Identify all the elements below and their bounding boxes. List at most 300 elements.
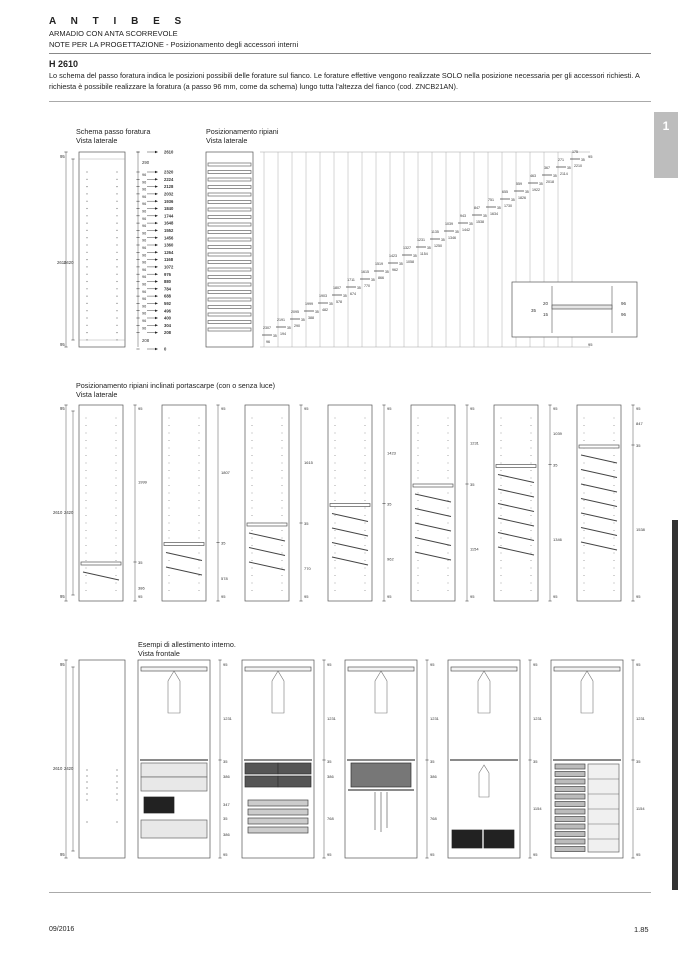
- examples-top-label: 95: [60, 662, 65, 667]
- hole-arrow: [155, 331, 158, 333]
- ripiani-thickness-label: 35: [441, 238, 445, 242]
- hole-dot: [252, 575, 253, 576]
- hole-arrow: [155, 185, 158, 187]
- ripiani-thickness-label: 35: [497, 206, 501, 210]
- tray: [248, 827, 308, 833]
- hole-dot: [86, 252, 87, 253]
- ripiani-lower-label: 1922: [532, 188, 540, 192]
- hole-height-label: 208: [164, 330, 171, 336]
- hole-dot: [282, 560, 283, 561]
- hole-dot: [282, 538, 283, 539]
- ripiani-thickness-label: 35: [371, 278, 375, 282]
- hole-dot: [86, 448, 87, 449]
- hole-dot: [169, 433, 170, 434]
- inclined-shoe-shelf: [581, 470, 617, 478]
- hole-dot: [199, 515, 200, 516]
- ripiani-lower-label: 1058: [406, 260, 414, 264]
- hole-dot: [501, 485, 502, 486]
- hole-arrow: [155, 222, 158, 224]
- inclined-shoe-shelf: [498, 475, 534, 483]
- shoe-shelf: [555, 764, 585, 769]
- hole-dot: [365, 478, 366, 479]
- hole-dot: [335, 523, 336, 524]
- hole-dot: [116, 237, 117, 238]
- hole-dot: [418, 478, 419, 479]
- hole-dot: [418, 545, 419, 546]
- hole-dot: [86, 799, 87, 800]
- fixed-shelf: [330, 504, 370, 507]
- hole-dot: [282, 530, 283, 531]
- shelf-profile: [208, 291, 251, 294]
- hole-dot: [584, 500, 585, 501]
- example-dim-a: 1231: [533, 716, 542, 721]
- hole-step-label: 96: [142, 187, 147, 192]
- shoe-shelf: [555, 802, 585, 807]
- hole-dot: [86, 303, 87, 304]
- ripiani-thickness-label: 35: [539, 182, 543, 186]
- hole-dot: [282, 440, 283, 441]
- schema-title: Schema passo foratura: [76, 127, 151, 136]
- hole-dot: [282, 508, 283, 509]
- hole-dot: [116, 523, 117, 524]
- drawer: [245, 763, 278, 774]
- inclined-panel: [79, 405, 123, 601]
- ripiani-lower-label: 388: [308, 316, 314, 320]
- hole-dot: [531, 485, 532, 486]
- example-dim-c: 1154: [533, 806, 542, 811]
- hole-dot: [86, 332, 87, 333]
- hole-dot: [418, 433, 419, 434]
- hole-dot: [86, 545, 87, 546]
- hole-dot: [86, 485, 87, 486]
- hole-dot: [116, 538, 117, 539]
- hole-dot: [448, 440, 449, 441]
- inclined-upper-label: 1039: [553, 430, 562, 436]
- ripiani-thickness-label: 35: [483, 214, 487, 218]
- shelf-profile: [208, 246, 251, 249]
- hole-dot: [418, 448, 419, 449]
- hole-dot: [86, 193, 87, 194]
- hole-dot: [335, 590, 336, 591]
- hole-dot: [584, 553, 585, 554]
- hole-dot: [365, 455, 366, 456]
- hole-dot: [282, 478, 283, 479]
- hole-dot: [614, 500, 615, 501]
- hole-arrow: [155, 288, 158, 290]
- hole-dot: [86, 500, 87, 501]
- hole-dot: [199, 523, 200, 524]
- inclined-shoe-shelf: [332, 514, 368, 522]
- hole-dot: [199, 433, 200, 434]
- hole-dot: [169, 440, 170, 441]
- shoe-shelf: [555, 787, 585, 792]
- hole-dot: [501, 418, 502, 419]
- hole-dot: [116, 493, 117, 494]
- hole-dot: [116, 266, 117, 267]
- hole-dot: [116, 485, 117, 486]
- ripiani-upper-label: 367: [544, 166, 550, 170]
- hole-dot: [252, 560, 253, 561]
- hole-dot: [116, 515, 117, 516]
- hole-dot: [531, 508, 532, 509]
- example-bottom-label: 95: [533, 852, 538, 857]
- hole-dot: [86, 425, 87, 426]
- ripiani-thickness-label: 35: [329, 302, 333, 306]
- hole-dot: [169, 485, 170, 486]
- example-top-label: 95: [636, 662, 641, 667]
- footer-rule: [49, 892, 651, 893]
- section-tab[interactable]: 1: [654, 112, 678, 178]
- hole-dot: [86, 223, 87, 224]
- hole-dot: [116, 775, 117, 776]
- hole-dot: [86, 793, 87, 794]
- hole-step-label: 96: [142, 297, 147, 302]
- hole-dot: [418, 500, 419, 501]
- hole-dot: [116, 215, 117, 216]
- hole-dot: [614, 560, 615, 561]
- inclined-upper-label: 1423: [387, 450, 396, 456]
- hole-arrow: [155, 295, 158, 297]
- hole-arrow: [155, 266, 158, 268]
- hole-dot: [116, 583, 117, 584]
- hole-dot: [116, 769, 117, 770]
- ripiani-upper-label: 1039: [445, 222, 453, 226]
- hole-dot: [448, 553, 449, 554]
- shelf-profile: [208, 208, 251, 211]
- hole-dot: [365, 568, 366, 569]
- hole-arrow: [155, 193, 158, 195]
- hole-dot: [116, 325, 117, 326]
- ripiani-upper-label: 751: [488, 198, 494, 202]
- hole-dot: [282, 553, 283, 554]
- hole-arrow: [155, 207, 158, 209]
- shelf-profile: [208, 253, 251, 256]
- inclined-shoe-shelf: [249, 533, 285, 541]
- examples-overall-label: 2610: [53, 766, 63, 771]
- hole-step-label: 96: [142, 216, 147, 221]
- hole-dot: [86, 538, 87, 539]
- tray: [248, 800, 308, 806]
- inclined-shoe-shelf: [581, 513, 617, 521]
- hanging-rail: [245, 667, 311, 671]
- ripiani-thickness-label: 35: [287, 326, 291, 330]
- hole-dot: [614, 545, 615, 546]
- hole-step-label: 96: [142, 202, 147, 207]
- hole-arrow: [155, 273, 158, 275]
- hole-dot: [282, 433, 283, 434]
- hole-dot: [282, 470, 283, 471]
- hole-step-label: 96: [142, 224, 147, 229]
- hole-dot: [252, 433, 253, 434]
- hole-height-label: 1648: [164, 220, 174, 226]
- inclined-shoe-shelf: [332, 543, 368, 551]
- hole-dot: [365, 575, 366, 576]
- hole-dot: [169, 590, 170, 591]
- intro-paragraph: Lo schema del passo foratura indica le posizioni possibili delle forature sul fianco. Le forature effettive vengono realizzate SOLO nella posizione necessaria per gli accessori richiesti. A richiesta è possibile realizzare la foratura (a passo 96 mm, come da schema) lungo tutta l'altezza del fianco (cod. ZNCB21AN).: [49, 71, 640, 91]
- hole-dot: [418, 455, 419, 456]
- hole-dot: [116, 553, 117, 554]
- inclined-shoe-shelf: [415, 509, 451, 517]
- schema-first-gap: 290: [142, 160, 150, 165]
- ripiani-view: Vista laterale: [206, 136, 248, 145]
- ripiani-bottom-label: 95: [588, 342, 593, 347]
- hanging-rail: [141, 667, 207, 671]
- hole-dot: [86, 568, 87, 569]
- hole-dot: [614, 530, 615, 531]
- drawer: [141, 820, 207, 838]
- hole-height-label: 688: [164, 293, 171, 299]
- hole-dot: [86, 237, 87, 238]
- hole-dot: [448, 433, 449, 434]
- example-dim-d: 768: [327, 816, 334, 821]
- inclined-shoe-shelf: [581, 455, 617, 463]
- hole-dot: [86, 583, 87, 584]
- example-dim-d: 347: [223, 802, 230, 807]
- hole-dot: [501, 455, 502, 456]
- drawer: [278, 776, 311, 787]
- hole-dot: [584, 583, 585, 584]
- ripiani-thickness-label: 35: [399, 262, 403, 266]
- hole-dot: [448, 583, 449, 584]
- hole-dot: [116, 317, 117, 318]
- hole-dot: [199, 440, 200, 441]
- hole-dot: [86, 470, 87, 471]
- ripiani-upper-label: 1135: [431, 230, 439, 234]
- hole-dot: [501, 500, 502, 501]
- hole-dot: [531, 538, 532, 539]
- hole-step-label: 96: [142, 289, 147, 294]
- hole-arrow: [155, 215, 158, 217]
- hole-dot: [86, 259, 87, 260]
- hole-dot: [448, 448, 449, 449]
- hole-dot: [116, 193, 117, 194]
- inclined-view: Vista laterale: [76, 390, 118, 399]
- hole-dot: [614, 455, 615, 456]
- hole-step-label: 96: [142, 231, 147, 236]
- hole-dot: [199, 418, 200, 419]
- hole-dot: [365, 485, 366, 486]
- hole-dot: [282, 448, 283, 449]
- example-frame: [448, 660, 520, 858]
- inclined-panel-top: 95: [553, 406, 558, 411]
- hole-dot: [614, 433, 615, 434]
- hole-dot: [531, 478, 532, 479]
- hanging-rail: [554, 667, 620, 671]
- hole-dot: [199, 478, 200, 479]
- hole-step-label: 96: [142, 282, 147, 287]
- example-top-label: 95: [430, 662, 435, 667]
- hole-height-label: 1360: [164, 242, 174, 248]
- inclined-shoe-shelf: [83, 572, 119, 580]
- hole-dot: [116, 793, 117, 794]
- hole-dot: [86, 244, 87, 245]
- inclined-bottom-label: 95: [60, 594, 65, 599]
- hanging-rail: [451, 667, 517, 671]
- shoe-shelf: [555, 839, 585, 844]
- hole-dot: [418, 568, 419, 569]
- hole-dot: [531, 560, 532, 561]
- examples-view: Vista frontale: [138, 649, 180, 658]
- hole-dot: [199, 485, 200, 486]
- hole-dot: [116, 575, 117, 576]
- hole-dot: [531, 568, 532, 569]
- hole-dot: [584, 425, 585, 426]
- hole-dot: [86, 215, 87, 216]
- hole-dot: [531, 493, 532, 494]
- ripiani-lower-label: 2018: [546, 180, 554, 184]
- hole-dot: [86, 787, 87, 788]
- hole-height-label: 592: [164, 301, 171, 306]
- storage-box: [484, 830, 514, 848]
- inclined-thickness-label: 35: [387, 501, 392, 507]
- hole-dot: [116, 448, 117, 449]
- hole-dot: [169, 448, 170, 449]
- hole-dot: [584, 508, 585, 509]
- hole-dot: [531, 583, 532, 584]
- ripiani-thickness-label: 35: [413, 254, 417, 258]
- hole-dot: [116, 244, 117, 245]
- inclined-shoe-shelf: [581, 528, 617, 536]
- hole-dot: [335, 478, 336, 479]
- hole-dot: [335, 515, 336, 516]
- hole-dot: [116, 590, 117, 591]
- hole-dot: [365, 425, 366, 426]
- ripiani-lower-label: 1346: [448, 236, 456, 240]
- hole-dot: [335, 545, 336, 546]
- hole-dot: [86, 418, 87, 419]
- hole-dot: [584, 523, 585, 524]
- hole-arrow: [155, 244, 158, 246]
- hole-dot: [86, 515, 87, 516]
- hole-height-label: 784: [164, 286, 171, 292]
- hole-step-label: 96: [142, 311, 147, 316]
- hole-arrow: [155, 280, 158, 282]
- hole-dot: [282, 418, 283, 419]
- inclined-lower-label: 1346: [553, 536, 562, 542]
- hole-dot: [199, 470, 200, 471]
- fixed-shelf: [164, 543, 204, 546]
- inclined-panel-top: 95: [636, 406, 641, 411]
- hole-dot: [365, 418, 366, 419]
- hole-dot: [614, 425, 615, 426]
- storage-box: [144, 797, 174, 813]
- fixed-shelf: [413, 484, 453, 487]
- hole-dot: [501, 590, 502, 591]
- inclined-upper-label: 1807: [221, 469, 230, 475]
- inclined-shoe-shelf: [581, 499, 617, 507]
- hole-dot: [282, 575, 283, 576]
- hole-dot: [448, 455, 449, 456]
- hole-dot: [169, 463, 170, 464]
- hole-dot: [501, 440, 502, 441]
- hole-dot: [86, 208, 87, 209]
- hole-arrow: [155, 317, 158, 319]
- hole-dot: [501, 568, 502, 569]
- detail-96b-label: 96: [621, 312, 627, 317]
- inclined-panel-bottom: 95: [304, 594, 309, 599]
- example-dim-e: 35: [223, 816, 228, 821]
- hole-arrow: [155, 324, 158, 326]
- page-number: 1.85: [634, 925, 649, 934]
- hole-height-label: 1744: [164, 213, 174, 219]
- inclined-shoe-shelf: [415, 538, 451, 546]
- hole-dot: [86, 230, 87, 231]
- hole-height-label: 1264: [164, 249, 174, 255]
- hole-dot: [116, 186, 117, 187]
- shelf-profile: [208, 276, 251, 279]
- hole-dot: [199, 500, 200, 501]
- hole-height-label: 304: [164, 322, 171, 328]
- ripiani-upper-label: 943: [460, 214, 466, 218]
- hole-dot: [365, 538, 366, 539]
- inclined-panel-top: 95: [470, 406, 475, 411]
- ripiani-upper-label: 2095: [291, 310, 299, 314]
- ripiani-thickness-label: 35: [469, 222, 473, 226]
- shelf-profile: [208, 321, 251, 324]
- hole-height-label: 2032: [164, 191, 174, 197]
- inclined-lower-label: 1538: [636, 527, 645, 532]
- hole-height-label: 2224: [164, 176, 174, 182]
- hole-dot: [116, 433, 117, 434]
- hole-dot: [614, 583, 615, 584]
- shoe-shelf: [555, 779, 585, 784]
- hole-dot: [614, 553, 615, 554]
- fixed-shelf: [579, 445, 619, 448]
- examples-inner-label: 2420: [64, 766, 74, 771]
- shelf-profile: [208, 306, 251, 309]
- design-note: NOTE PER LA PROGETTAZIONE - Posizionamento degli accessori interni: [49, 40, 299, 49]
- hanging-garment: [581, 671, 593, 713]
- ripiani-lower-label: 96: [266, 340, 270, 344]
- example-dim-b: 35: [636, 759, 641, 764]
- hole-height-label: 976: [164, 271, 171, 277]
- hole-dot: [252, 455, 253, 456]
- hole-dot: [448, 538, 449, 539]
- hole-dot: [335, 448, 336, 449]
- hole-dot: [614, 508, 615, 509]
- hole-dot: [116, 310, 117, 311]
- example-dim-f: 386: [223, 832, 230, 837]
- inclined-shoe-shelf: [249, 562, 285, 570]
- inclined-lower-label: 386: [138, 585, 145, 591]
- example-dim-c: 386: [430, 774, 437, 779]
- hole-dot: [584, 493, 585, 494]
- inclined-panel: [411, 405, 455, 601]
- hole-dot: [531, 515, 532, 516]
- hole-dot: [169, 425, 170, 426]
- ripiani-lower-label: 1442: [462, 228, 470, 232]
- hole-dot: [116, 288, 117, 289]
- hole-dot: [365, 448, 366, 449]
- hole-dot: [116, 545, 117, 546]
- inclined-lower-label: 578: [221, 575, 228, 581]
- hole-dot: [282, 583, 283, 584]
- hole-dot: [448, 523, 449, 524]
- inclined-panel-bottom: 95: [387, 594, 392, 599]
- hole-dot: [365, 583, 366, 584]
- ripiani-lower-label: 482: [322, 308, 328, 312]
- schema-bottom-label: 95: [60, 342, 65, 347]
- product-subtitle: ARMADIO CON ANTA SCORREVOLE: [49, 29, 178, 38]
- ripiani-upper-label: 1519: [375, 262, 383, 266]
- shoe-shelf: [555, 847, 585, 852]
- shelf-profile: [208, 171, 251, 174]
- hole-dot: [199, 463, 200, 464]
- hole-dot: [365, 463, 366, 464]
- shoe-shelf: [555, 832, 585, 837]
- schema-side-panel: [79, 152, 125, 347]
- inclined-title: Posizionamento ripiani inclinati portascarpe (con o senza luce): [76, 381, 275, 390]
